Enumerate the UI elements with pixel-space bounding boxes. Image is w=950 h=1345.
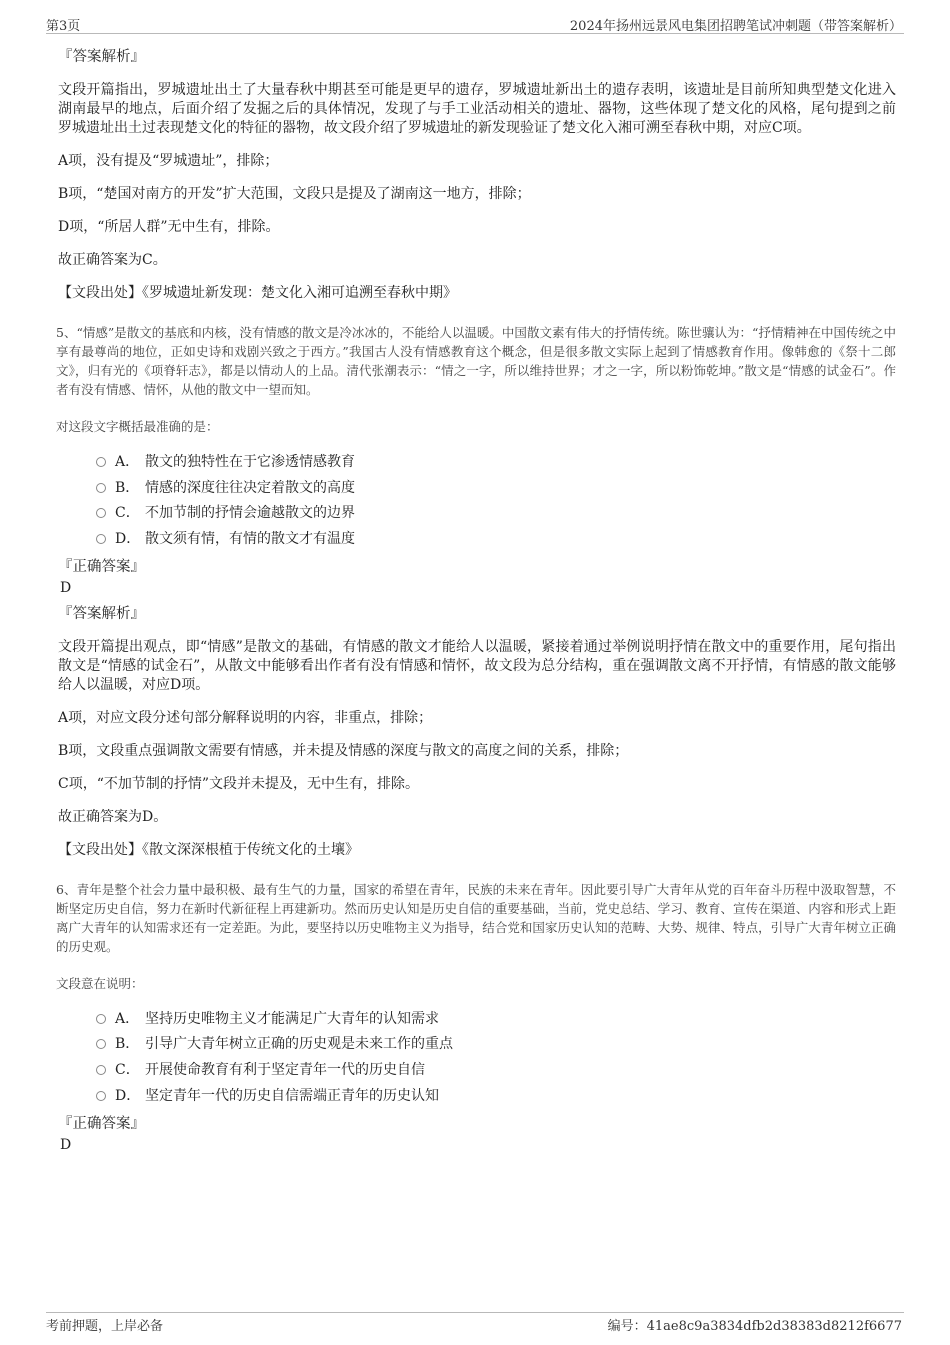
radio-button[interactable] xyxy=(96,457,106,467)
option-letter: B． xyxy=(115,479,140,496)
question-text: 5、“情感”是散文的基底和内核，没有情感的散文是冷冰冰的，不能给人以温暖。中国散文素有伟大的抒情传统。陈世骧认为：“抒情精神在中国传统之中享有最尊尚的地位，正如史诗和戏剧兴致之于西方。”我国古人没有情感教育这个概念，但是很多散文实际上起到了情感教育作用。像韩愈的《祭十二郎文》，归有光的《项脊轩志》，都是以情动人的上品。清代张潮表示：“情之一字，所以维持世界；才之一字，所以粉饰乾坤。”散文是“情感的试金石”。作者有没有情感、情怀，从他的散文中一望而知。 xyxy=(56,325,896,397)
document-id: 编号：41ae8c9a3834dfb2d38383d8212f6677 xyxy=(607,1319,902,1334)
option-d[interactable] xyxy=(96,528,896,554)
radio-button[interactable] xyxy=(96,483,106,493)
option-letter: D． xyxy=(115,531,141,548)
option-letter: B． xyxy=(115,1036,140,1053)
correct-answer: D xyxy=(60,579,72,596)
option-a[interactable] xyxy=(96,451,896,477)
option-text: 不加节制的抒情会逾越散文的边界 xyxy=(145,505,355,522)
option-text: 坚定青年一代的历史自信需端正青年的历史认知 xyxy=(145,1087,439,1104)
option-b[interactable] xyxy=(96,1033,896,1059)
option-b[interactable] xyxy=(96,477,896,503)
correct-answer: D xyxy=(60,1136,72,1153)
analysis-note: 故正确答案为D。 xyxy=(58,808,168,825)
option-letter: A． xyxy=(115,454,140,470)
answer-label: 『正确答案』 xyxy=(58,558,145,575)
radio-button[interactable] xyxy=(96,508,106,518)
option-c[interactable] xyxy=(96,1059,896,1085)
radio-button[interactable] xyxy=(96,1039,106,1049)
analysis-note: B项，文段重点强调散文需要有情感，并未提及情感的深度与散文的高度之间的关系，排除； xyxy=(58,742,629,759)
page-footer xyxy=(46,1312,904,1333)
analysis-text: 文段开篇提出观点，即“情感”是散文的基础，有情感的散文才能给人以温暖，紧接着通过举例说明抒情在散文中的重要作用，尾句指出散文是“情感的试金石”，从散文中能够看出作者有没有情感和情怀，故文段为总分结构，重在强调散文离不开抒情，有情感的散文能够给人以温暖，对应D项。 xyxy=(58,638,896,693)
option-text: 散文的独特性在于它渗透情感教育 xyxy=(145,454,355,470)
analysis-note: B项，“楚国对南方的开发”扩大范围，文段只是提及了湖南这一地方，排除； xyxy=(58,186,531,202)
option-letter: C． xyxy=(115,505,140,522)
footer-slogan: 考前押题，上岸必备 xyxy=(46,1319,164,1334)
question-prompt: 对这段文字概括最准确的是： xyxy=(56,419,219,434)
radio-button[interactable] xyxy=(96,534,106,544)
page-content xyxy=(56,48,896,1162)
option-letter: A． xyxy=(115,1010,140,1027)
question-prompt: 文段意在说明： xyxy=(56,975,144,991)
analysis-text: 文段开篇指出，罗城遗址出土了大量春秋中期甚至可能是更早的遗存，罗城遗址新出土的遗存表明，该遗址是目前所知典型楚文化进入湖南最早的地点，后面介绍了发掘之后的具体情况，发现了与手工业活动相关的遗址、器物，这些体现了楚文化的风格，尾句提到之前罗城遗址出土过表现楚文化的特征的器物，故文段介绍了罗城遗址的新发现验证了楚文化入湘可溯至春秋中期，对应C项。 xyxy=(58,82,896,136)
analysis-note: C项，“不加节制的抒情”文段并未提及，无中生有，排除。 xyxy=(58,775,420,792)
analysis-label: 『答案解析』 xyxy=(58,49,145,65)
radio-button[interactable] xyxy=(96,1014,106,1024)
option-letter: D． xyxy=(115,1087,141,1104)
page-header xyxy=(46,14,904,34)
analysis-note: 故正确答案为C。 xyxy=(58,252,167,268)
radio-button[interactable] xyxy=(96,1091,106,1101)
option-text: 开展使命教育有利于坚定青年一代的历史自信 xyxy=(145,1062,425,1079)
analysis-note: A项，对应文段分述句部分解释说明的内容，非重点，排除； xyxy=(58,709,433,726)
option-letter: C． xyxy=(115,1062,140,1079)
document-title: 2024年扬州远景风电集团招聘笔试冲刺题（带答案解析） xyxy=(569,19,902,34)
option-text: 引导广大青年树立正确的历史观是未来工作的重点 xyxy=(145,1036,453,1053)
option-list xyxy=(96,1008,896,1111)
radio-button[interactable] xyxy=(96,1065,106,1075)
source-citation: 【文段出处】《罗城遗址新发现：楚文化入湘可追溯至春秋中期》 xyxy=(58,285,457,301)
option-text: 情感的深度往往决定着散文的高度 xyxy=(145,479,355,496)
answer-label: 『正确答案』 xyxy=(58,1115,145,1132)
option-a[interactable] xyxy=(96,1008,896,1034)
page-number: 第3页 xyxy=(46,19,81,34)
option-text: 散文须有情，有情的散文才有温度 xyxy=(145,531,355,548)
option-d[interactable] xyxy=(96,1085,896,1111)
analysis-note: D项，“所居人群”无中生有，排除。 xyxy=(58,219,280,235)
question-text: 6、青年是整个社会力量中最积极、最有生气的力量，国家的希望在青年，民族的未来在青年。因此要引导广大青年从党的百年奋斗历程中汲取智慧，不断坚定历史自信，努力在新时代新征程上再建新功。然而历史认知是历史自信的重要基础，当前，党史总结、学习、教育、宣传在渠道、内容和形式上距离广大青年的认知需求还有一定差距。为此，要坚持以历史唯物主义为指导，结合党和国家历史认知的范畴、大势、规律、特点，引导广大青年树立正确的历史观。 xyxy=(56,881,896,954)
analysis-label: 『答案解析』 xyxy=(58,605,145,622)
option-text: 坚持历史唯物主义才能满足广大青年的认知需求 xyxy=(145,1010,439,1027)
option-list xyxy=(96,451,896,554)
analysis-note: A项，没有提及“罗城遗址”，排除； xyxy=(58,153,279,169)
source-citation: 【文段出处】《散文深深根植于传统文化的土壤》 xyxy=(58,841,359,858)
option-c[interactable] xyxy=(96,502,896,528)
